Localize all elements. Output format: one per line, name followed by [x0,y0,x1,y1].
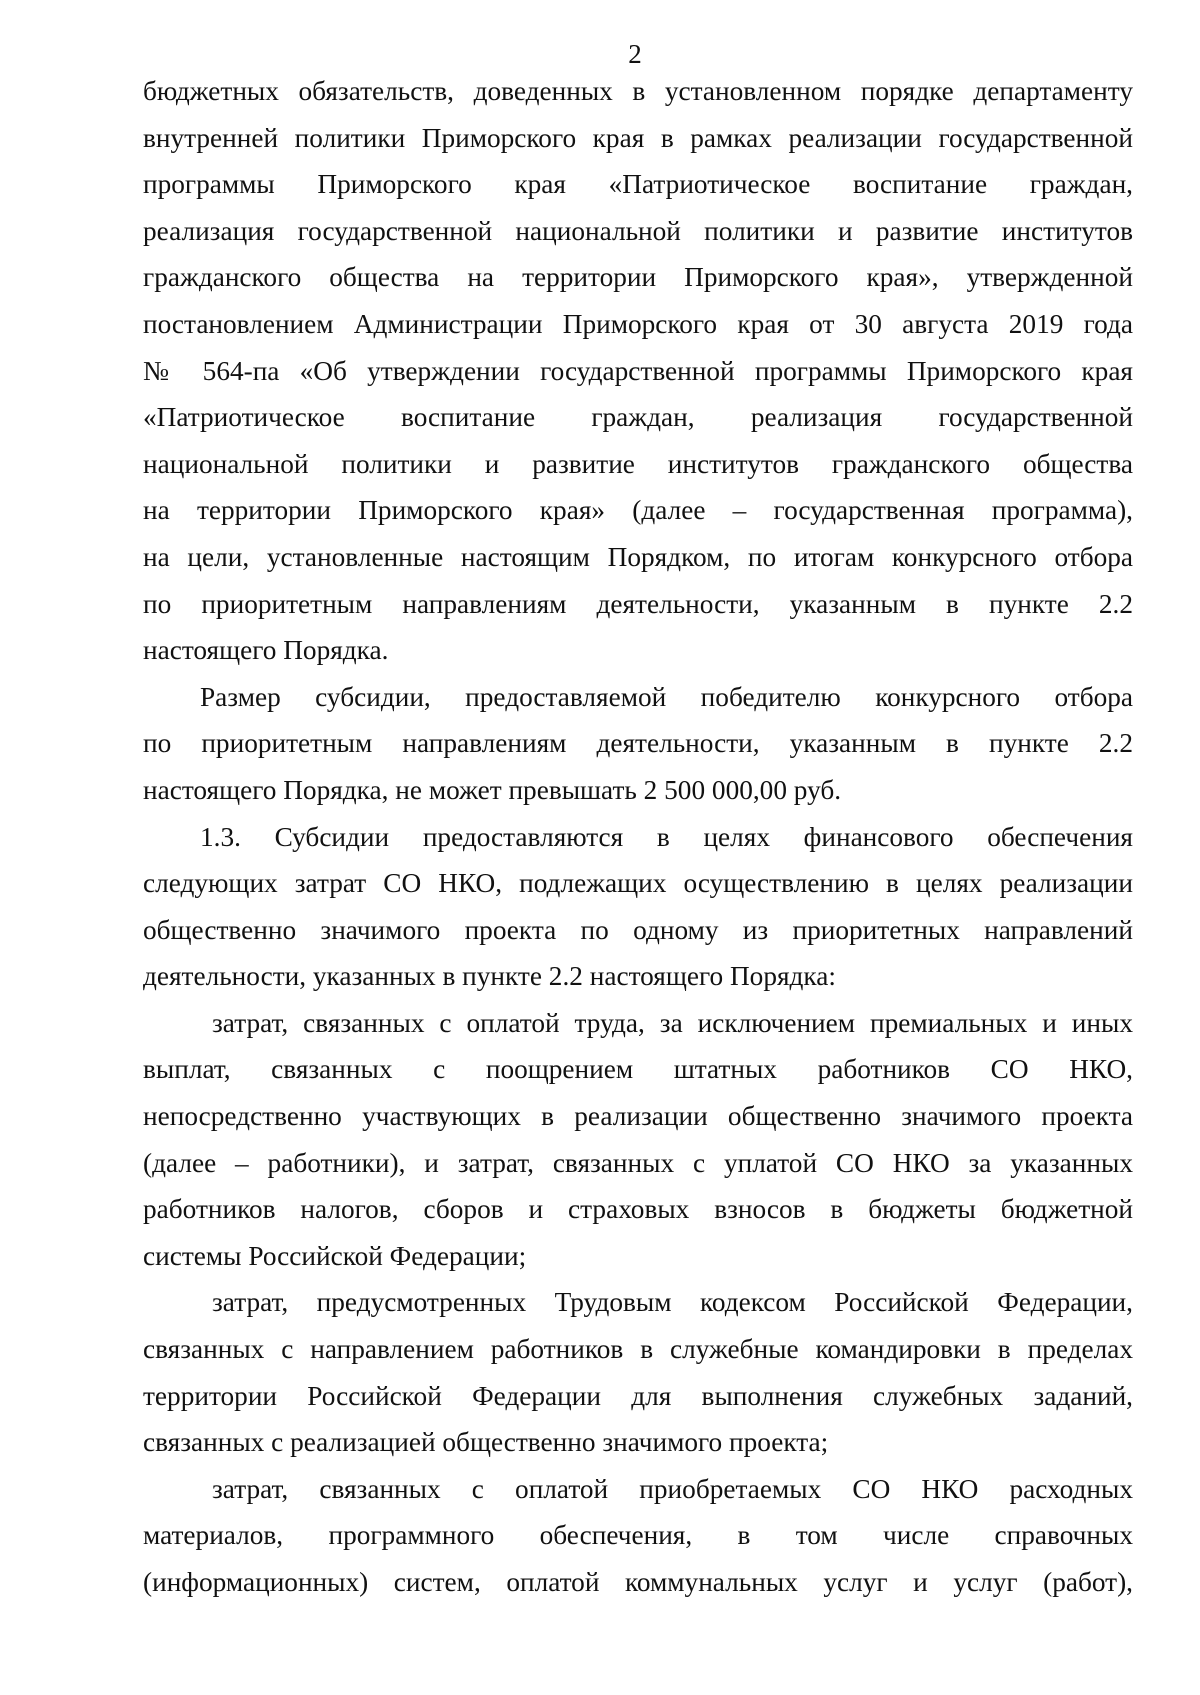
text-line: на территории Приморского края» (далее – государственная программа), [143,495,1133,526]
text-line: на цели, установленные настоящим Порядком, по итогам конкурсного отбора [143,541,1133,572]
paragraph-materials-costs [143,1466,1133,1606]
paragraph-labor-costs [143,1000,1133,1280]
text-line: гражданского общества на территории Приморского края», утвержденной [143,262,1133,293]
text-line: территории Российской Федерации для выполнения служебных заданий, [143,1380,1133,1411]
text-line: «Патриотическое воспитание граждан, реализация государственной [143,402,1133,433]
text-line: материалов, программного обеспечения, в том числе справочных [143,1520,1133,1551]
paragraph-budget-obligations [143,68,1133,674]
text-line: затрат, связанных с оплатой труда, за исключением премиальных и иных [212,1007,1133,1038]
text-line: бюджетных обязательств, доведенных в установленном порядке департаменту [143,76,1133,106]
text-line: Размер субсидии, предоставляемой победителю конкурсного отбора [200,681,1133,712]
text-line: следующих затрат СО НКО, подлежащих осуществлению в целях реализации [143,868,1133,899]
text-line: затрат, предусмотренных Трудовым кодексом Российской Федерации, [212,1287,1133,1318]
text-line: настоящего Порядка. [143,635,389,666]
text-line: связанных с реализацией общественно значимого проекта; [143,1427,829,1458]
paragraph-clause-1-3 [143,814,1133,1000]
page-number: 2 [628,39,642,69]
text-line: по приоритетным направлениям деятельности, указанным в пункте 2.2 [143,588,1133,619]
text-line: затрат, связанных с оплатой приобретаемых СО НКО расходных [212,1473,1133,1504]
text-line: постановлением Администрации Приморского края от 30 августа 2019 года [143,308,1133,339]
text-line: деятельности, указанных в пункте 2.2 настоящего Порядка: [143,961,836,992]
paragraph-business-trips [143,1279,1133,1465]
text-line: выплат, связанных с поощрением штатных работников СО НКО, [143,1054,1133,1085]
text-line: (далее – работники), и затрат, связанных с уплатой СО НКО за указанных [143,1147,1133,1178]
text-line: № 564-па «Об утверждении государственной программы Приморского края [143,355,1133,386]
text-line: внутренней политики Приморского края в рамках реализации государственной [143,122,1133,153]
text-line: программы Приморского края «Патриотическое воспитание граждан, [143,169,1133,200]
document-body [143,68,1133,1606]
text-line: по приоритетным направлениям деятельности, указанным в пункте 2.2 [143,728,1133,759]
text-line: работников налогов, сборов и страховых взносов в бюджеты бюджетной [143,1194,1133,1225]
text-line: системы Российской Федерации; [143,1240,527,1271]
text-line: национальной политики и развитие институтов гражданского общества [143,448,1133,479]
text-line: общественно значимого проекта по одному из приоритетных направлений [143,914,1133,945]
text-line: связанных с направлением работников в служебные командировки в пределах [143,1334,1133,1365]
text-line: настоящего Порядка, не может превышать 2 500 000,00 руб. [143,774,842,805]
text-line: непосредственно участвующих в реализации общественно значимого проекта [143,1101,1133,1132]
text-line: 1.3. Субсидии предоставляются в целях финансового обеспечения [200,821,1133,852]
paragraph-subsidy-amount [143,674,1133,814]
text-line: (информационных) систем, оплатой коммунальных услуг и услуг (работ), [143,1567,1133,1597]
text-line: реализация государственной национальной политики и развитие институтов [143,215,1133,246]
